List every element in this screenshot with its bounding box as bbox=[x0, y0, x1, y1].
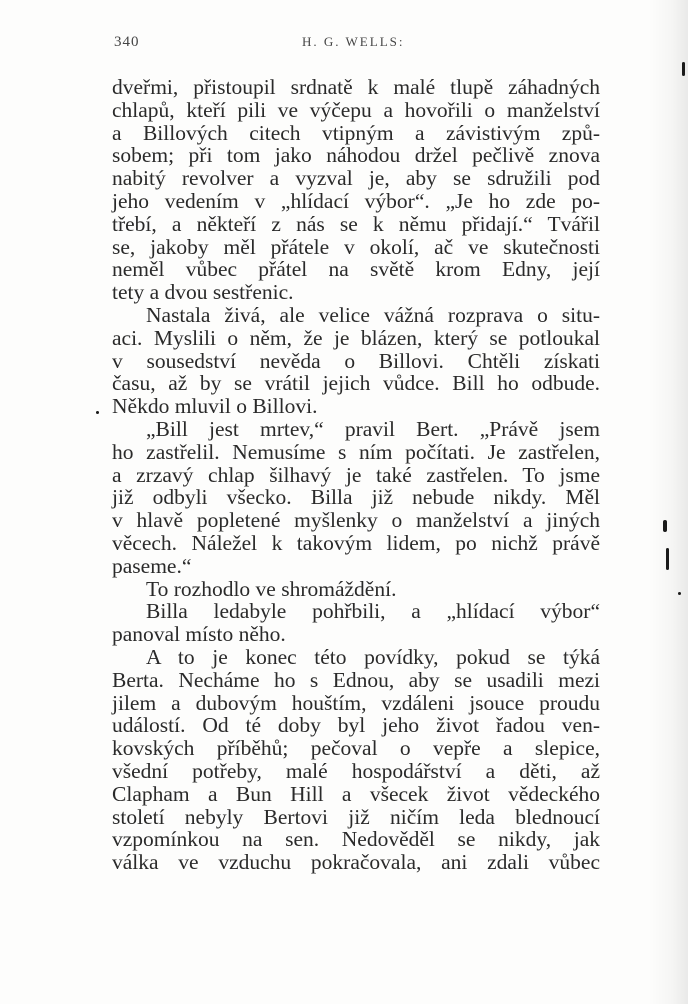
text-line: vzpomínkou na sen. Nedověděl se nikdy, jak bbox=[112, 827, 600, 852]
text-line: se, jakoby měl přátele v okolí, ač ve skutečnosti bbox=[112, 234, 600, 259]
ink-speck bbox=[666, 548, 669, 570]
text-line: tety a dvou sestřenic. bbox=[112, 280, 294, 305]
text-line: Nastala živá, ale velice vážná rozprava o situ- bbox=[146, 302, 600, 327]
ink-speck bbox=[96, 411, 99, 414]
text-line: času, až by se vrátil jejich vůdce. Bill ho odbude. bbox=[112, 371, 600, 396]
text-line: panoval místo něho. bbox=[112, 622, 286, 647]
text-line: a zrzavý chlap šilhavý je také zastřelen. To jsme bbox=[112, 462, 600, 487]
text-line: paseme.“ bbox=[112, 553, 192, 578]
text-line: kovských příběhů; pečoval o vepře a slepice, bbox=[112, 736, 600, 761]
text-line: To rozhodlo ve shromáždění. bbox=[146, 576, 397, 601]
text-line: A to je konec této povídky, pokud se týká bbox=[146, 644, 600, 669]
text-line: válka ve vzduchu pokračovala, ani zdali vůbec bbox=[112, 850, 600, 875]
text-line: Billa ledabyle pohřbili, a „hlídací výbor“ bbox=[146, 599, 600, 624]
text-line: Někdo mluvil o Billovi. bbox=[112, 394, 318, 419]
page-number: 340 bbox=[114, 34, 140, 50]
text-line: dveřmi, přistoupil srdnatě k malé tlupě záhadných bbox=[112, 75, 600, 99]
text-line: třebí, a někteří z nás se k němu přidají.“ Tvářil bbox=[112, 211, 600, 236]
ink-speck bbox=[663, 520, 667, 532]
page-edge-shadow bbox=[648, 0, 688, 1004]
body-text bbox=[112, 76, 600, 874]
running-head: H. G. WELLS: bbox=[302, 34, 405, 49]
page-header bbox=[114, 34, 602, 54]
text-line: sobem; při tom jako náhodou držel pečlivě znova bbox=[112, 143, 600, 168]
text-line: jilem a dubovým houštím, vzdáleni jsouce proudu bbox=[112, 690, 600, 715]
text-line: v sousedství nevěda o Billovi. Chtěli získati bbox=[112, 348, 600, 373]
text-line: nabitý revolver a vyzval je, aby se sdružili pod bbox=[112, 166, 600, 191]
text-line: Berta. Necháme ho s Ednou, aby se usadili mezi bbox=[112, 667, 600, 692]
text-line: jeho vedením v „hlídací výbor“. „Je ho zde po- bbox=[112, 188, 600, 213]
text-line: století nebyly Bertovi již ničím leda blednoucí bbox=[112, 804, 600, 829]
text-line: ho zastřelil. Nemusíme s ním počítati. Je zastřelen, bbox=[112, 439, 600, 464]
text-line: chlapů, kteří pili ve výčepu a hovořili o manželství bbox=[112, 97, 600, 122]
text-line: Clapham a Bun Hill a všecek život vědeckého bbox=[112, 781, 600, 806]
text-line: aci. Myslili o něm, že je blázen, který se potloukal bbox=[112, 325, 600, 350]
text-line: všední potřeby, malé hospodářství a děti, až bbox=[112, 758, 600, 783]
text-line: v hlavě popletené myšlenky o manželství a jiných bbox=[112, 508, 600, 533]
ink-speck bbox=[678, 592, 681, 595]
ink-speck bbox=[682, 62, 685, 76]
text-line: již odbyli všecko. Billa již nebude nikdy. Měl bbox=[112, 485, 600, 510]
text-line: „Bill jest mrtev,“ pravil Bert. „Právě jsem bbox=[146, 416, 600, 441]
text-line: věcech. Náležel k takovým lidem, po nichž právě bbox=[112, 530, 600, 555]
text-line: událostí. Od té doby byl jeho život řadou ven- bbox=[112, 713, 600, 738]
text-line: a Billových citech vtipným a závistivým způ- bbox=[112, 120, 600, 145]
text-line: neměl vůbec přátel na světě krom Edny, její bbox=[112, 257, 600, 282]
